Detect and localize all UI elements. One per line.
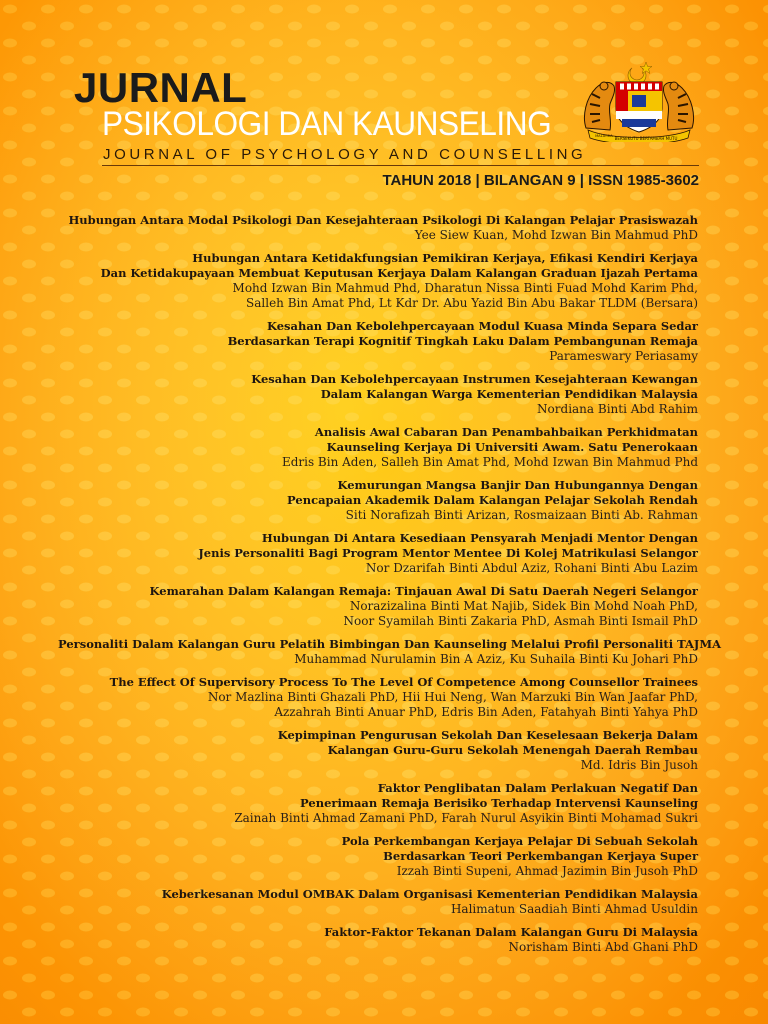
- toc-entry: [58, 478, 698, 523]
- toc-entry: [58, 834, 698, 879]
- article-authors: Norazizalina Binti Mat Najib, Sidek Bin Mohd Noah PhD,: [349, 599, 698, 613]
- article-authors: Salleh Bin Amat Phd, Lt Kdr Dr. Abu Yazid Bin Abu Bakar TLDM (Bersara): [246, 296, 698, 310]
- journal-title-english: JOURNAL OF PSYCHOLOGY AND COUNSELLING: [103, 146, 587, 163]
- article-title: Kesahan Dan Kebolehpercayaan Instrumen Kesejahteraan Kewangan: [251, 372, 698, 386]
- article-authors: Mohd Izwan Bin Mahmud Phd, Dharatun Nissa Binti Fuad Mohd Karim Phd,: [232, 281, 698, 295]
- journal-title-top: JURNAL: [74, 64, 248, 111]
- coat-of-arms-icon: [580, 58, 698, 142]
- article-authors: Md. Idris Bin Jusoh: [580, 758, 698, 772]
- masthead: [0, 0, 768, 200]
- article-authors: Edris Bin Aden, Salleh Bin Amat Phd, Mohd Izwan Bin Mahmud Phd: [281, 455, 698, 469]
- toc-entry: [58, 887, 698, 917]
- article-title: Faktor-Faktor Tekanan Dalam Kalangan Guru Di Malaysia: [324, 925, 698, 939]
- article-title: Berdasarkan Terapi Kognitif Tingkah Laku Dalam Pembangunan Remaja: [227, 334, 698, 348]
- article-title: Hubungan Di Antara Kesediaan Pensyarah Menjadi Mentor Dengan: [261, 531, 698, 545]
- article-title: Dan Ketidakupayaan Membuat Keputusan Kerjaya Dalam Kalangan Graduan Ijazah Pertama: [100, 266, 698, 280]
- article-title: Kalangan Guru-Guru Sekolah Menengah Daerah Rembau: [327, 743, 698, 757]
- crest-label: MALAYSIA: [595, 134, 613, 138]
- article-authors: Halimatun Saadiah Binti Ahmad Usuldin: [450, 902, 698, 916]
- article-authors: Azzahrah Binti Anuar PhD, Edris Bin Aden, Fatahyah Binti Yahya PhD: [274, 705, 698, 719]
- article-title: Hubungan Antara Ketidakfungsian Pemikiran Kerjaya, Efikasi Kendiri Kerjaya: [192, 251, 698, 265]
- article-title: Dalam Kalangan Warga Kementerian Pendidikan Malaysia: [320, 387, 698, 401]
- article-authors: Izzah Binti Supeni, Ahmad Jazimin Bin Jusoh PhD: [396, 864, 698, 878]
- article-title: Penerimaan Remaja Berisiko Terhadap Intervensi Kaunseling: [300, 796, 698, 810]
- masthead-divider: [102, 165, 699, 166]
- toc-entry: [58, 372, 698, 417]
- toc-entry: [58, 675, 698, 720]
- article-authors: Nor Dzarifah Binti Abdul Aziz, Rohani Binti Abu Lazim: [365, 561, 698, 575]
- toc-entry: [58, 425, 698, 470]
- article-title: Pola Perkembangan Kerjaya Pelajar Di Sebuah Sekolah: [341, 834, 698, 848]
- article-title: Faktor Penglibatan Dalam Perlakuan Negatif Dan: [377, 781, 698, 795]
- article-title: Kaunseling Kerjaya Di Universiti Awam. Satu Penerokaan: [326, 440, 698, 454]
- article-authors: Siti Norafizah Binti Arizan, Rosmaizaan Binti Ab. Rahman: [345, 508, 698, 522]
- crest-motto: BERSEKUTU BERTAMBAH MUTU: [614, 136, 678, 141]
- article-title: Kemurungan Mangsa Banjir Dan Hubungannya Dengan: [337, 478, 698, 492]
- article-title: Jenis Personaliti Bagi Program Mentor Mentee Di Kolej Matrikulasi Selangor: [198, 546, 698, 560]
- article-authors: Zainah Binti Ahmad Zamani PhD, Farah Nurul Asyikin Binti Mohamad Sukri: [234, 811, 698, 825]
- article-title: Berdasarkan Teori Perkembangan Kerjaya Super: [383, 849, 698, 863]
- article-title: Keberkesanan Modul OMBAK Dalam Organisasi Kementerian Pendidikan Malaysia: [161, 887, 698, 901]
- article-authors: Noor Syamilah Binti Zakaria PhD, Asmah Binti Ismail PhD: [343, 614, 698, 628]
- article-title: Personaliti Dalam Kalangan Guru Pelatih Bimbingan Dan Kaunseling Melalui Profil Personaliti TAJMA: [58, 637, 722, 651]
- article-authors: Nor Mazlina Binti Ghazali PhD, Hii Hui Neng, Wan Marzuki Bin Wan Jaafar PhD,: [207, 690, 698, 704]
- article-title: Kemarahan Dalam Kalangan Remaja: Tinjauan Awal Di Satu Daerah Negeri Selangor: [149, 584, 698, 598]
- journal-title-main: PSIKOLOGI DAN KAUNSELING: [102, 105, 552, 143]
- toc-entry: [58, 925, 698, 955]
- article-authors: Muhammad Nurulamin Bin A Aziz, Ku Suhaila Binti Ku Johari PhD: [294, 652, 698, 666]
- article-title: Kepimpinan Pengurusan Sekolah Dan Keselesaan Bekerja Dalam: [277, 728, 698, 742]
- toc-entry: [58, 728, 698, 773]
- article-authors: Nordiana Binti Abd Rahim: [537, 402, 698, 416]
- toc-entry: [58, 531, 698, 576]
- toc-entry: [58, 584, 698, 629]
- article-title: Pencapaian Akademik Dalam Kalangan Pelajar Sekolah Rendah: [287, 493, 698, 507]
- article-authors: Yee Siew Kuan, Mohd Izwan Bin Mahmud PhD: [414, 228, 698, 242]
- toc-entry: [58, 637, 722, 667]
- toc-entry: [58, 319, 698, 364]
- toc-entry: [58, 251, 698, 311]
- issue-line: TAHUN 2018 | BILANGAN 9 | ISSN 1985-3602: [382, 172, 699, 189]
- article-authors: Parameswary Periasamy: [549, 349, 698, 363]
- article-title: Analisis Awal Cabaran Dan Penambahbaikan Perkhidmatan: [314, 425, 698, 439]
- article-title: The Effect Of Supervisory Process To The Level Of Competence Among Counsellor Trainees: [109, 675, 698, 689]
- toc-entry: [58, 781, 698, 826]
- article-title: Kesahan Dan Kebolehpercayaan Modul Kuasa Minda Separa Sedar: [266, 319, 698, 333]
- table-of-contents: [58, 213, 722, 963]
- article-title: Hubungan Antara Modal Psikologi Dan Kesejahteraan Psikologi Di Kalangan Pelajar Prasiswazah: [68, 213, 698, 227]
- article-authors: Norisham Binti Abd Ghani PhD: [508, 940, 698, 954]
- toc-entry: [58, 213, 698, 243]
